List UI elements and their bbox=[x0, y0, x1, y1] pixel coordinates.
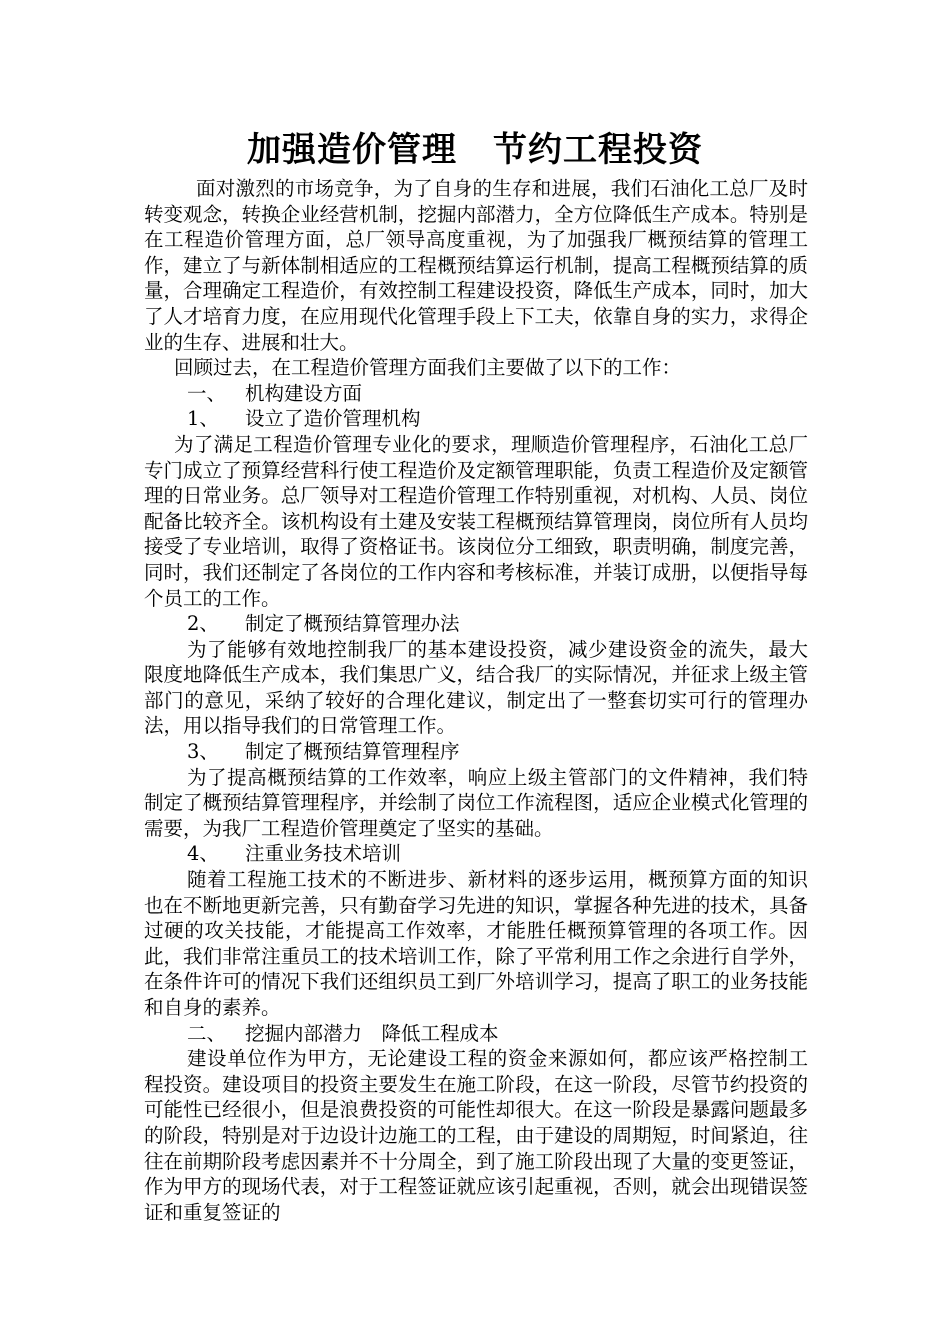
subsection-number: 2、 bbox=[187, 612, 219, 636]
subsection-heading-3 bbox=[144, 739, 808, 765]
subsection-number: 3、 bbox=[187, 740, 219, 764]
paragraph-sec1-item3: 为了提高概预结算的工作效率，响应上级主管部门的文件精神，我们特制定了概预结算管理程序，并绘制了岗位工作流程图，适应企业模式化管理的需要，为我厂工程造价管理奠定了坚实的基础。 bbox=[144, 765, 808, 840]
subsection-heading-4 bbox=[144, 841, 808, 867]
subsection-heading-text: 制定了概预结算管理程序 bbox=[245, 740, 460, 764]
subsection-number: 1、 bbox=[187, 407, 219, 431]
subsection-heading-text: 制定了概预结算管理办法 bbox=[245, 612, 460, 636]
section-heading-2 bbox=[144, 1021, 808, 1047]
paragraph-sec1-item4: 随着工程施工技术的不断进步、新材料的逐步运用，概预算方面的知识也在不断地更新完善，只有勤奋学习先进的知识，掌握各种先进的技术，具备过硬的攻关技能，才能提高工作效率，才能胜任概预算管理的各项工作。因此，我们非常注重员工的技术培训工作，除了平常利用工作之余进行自学外，在条件许可的情况下我们还组织员工到厂外培训学习，提高了职工的业务技能和自身的素养。 bbox=[144, 868, 808, 1019]
subsection-heading-text: 注重业务技术培训 bbox=[245, 842, 402, 866]
paragraph-sec1-item2: 为了能够有效地控制我厂的基本建设投资，减少建设资金的流失，最大限度地降低生产成本，我们集思广义，结合我厂的实际情况，并征求上级主管部门的意见，采纳了较好的合理化建议，制定出了一整套切实可行的管理办法，用以指导我们的日常管理工作。 bbox=[144, 637, 808, 738]
subsection-heading-text: 设立了造价管理机构 bbox=[245, 407, 421, 431]
paragraph-sec2: 建设单位作为甲方，无论建设工程的资金来源如何，都应该严格控制工程投资。建设项目的投资主要发生在施工阶段，在这一阶段，尽管节约投资的可能性已经很小，但是浪费投资的可能性却很大。在这一阶段是暴露问题最多的阶段，特别是对于边设计边施工的工程，由于建设的周期短，时间紧迫，往往在前期阶段考虑因素并不十分周全，到了施工阶段出现了大量的变更签证，作为甲方的现场代表，对于工程签证就应该引起重视，否则，就会出现错误签证和重复签证的 bbox=[144, 1047, 808, 1224]
document-body bbox=[144, 176, 808, 1225]
title-part-2: 节约工程投资 bbox=[493, 130, 703, 170]
document-title bbox=[0, 128, 950, 172]
paragraph-intro: 面对激烈的市场竞争，为了自身的生存和进展，我们石油化工总厂及时转变观念，转换企业经营机制，挖掘内部潜力，全方位降低生产成本。特别是在工程造价管理方面，总厂领导高度重视，为了加强我厂概预结算的管理工作，建立了与新体制相适应的工程概预结算运行机制，提高工程概预结算的质量，合理确定工程造价，有效控制工程建设投资，降低生产成本，同时，加大了人才培育力度，在应用现代化管理手段上下工夫，依靠自身的实力，求得企业的生存、进展和壮大。 bbox=[144, 177, 808, 354]
section-heading-1 bbox=[144, 381, 808, 407]
section-number: 二、 bbox=[187, 1021, 227, 1045]
subsection-number: 4、 bbox=[187, 842, 219, 866]
subsection-heading-1 bbox=[144, 406, 808, 432]
section-heading-text: 机构建设方面 bbox=[245, 381, 363, 405]
subsection-heading-2 bbox=[144, 611, 808, 637]
title-part-1: 加强造价管理 bbox=[247, 130, 457, 170]
section-number: 一、 bbox=[187, 381, 227, 405]
paragraph-review: 回顾过去，在工程造价管理方面我们主要做了以下的工作： bbox=[174, 356, 682, 380]
section-heading-text: 挖掘内部潜力 降低工程成本 bbox=[245, 1021, 499, 1045]
paragraph-sec1-item1: 为了满足工程造价管理专业化的要求，理顺造价管理程序，石油化工总厂专门成立了预算经营科行使工程造价及定额管理职能，负责工程造价及定额管理的日常业务。总厂领导对工程造价管理工作特别重视，对机构、人员、岗位配备比较齐全。该机构设有土建及安装工程概预结算管理岗，岗位所有人员均接受了专业培训，取得了资格证书。该岗位分工细致，职责明确，制度完善，同时，我们还制定了各岗位的工作内容和考核标准，并装订成册，以便指导每个员工的工作。 bbox=[144, 432, 808, 610]
